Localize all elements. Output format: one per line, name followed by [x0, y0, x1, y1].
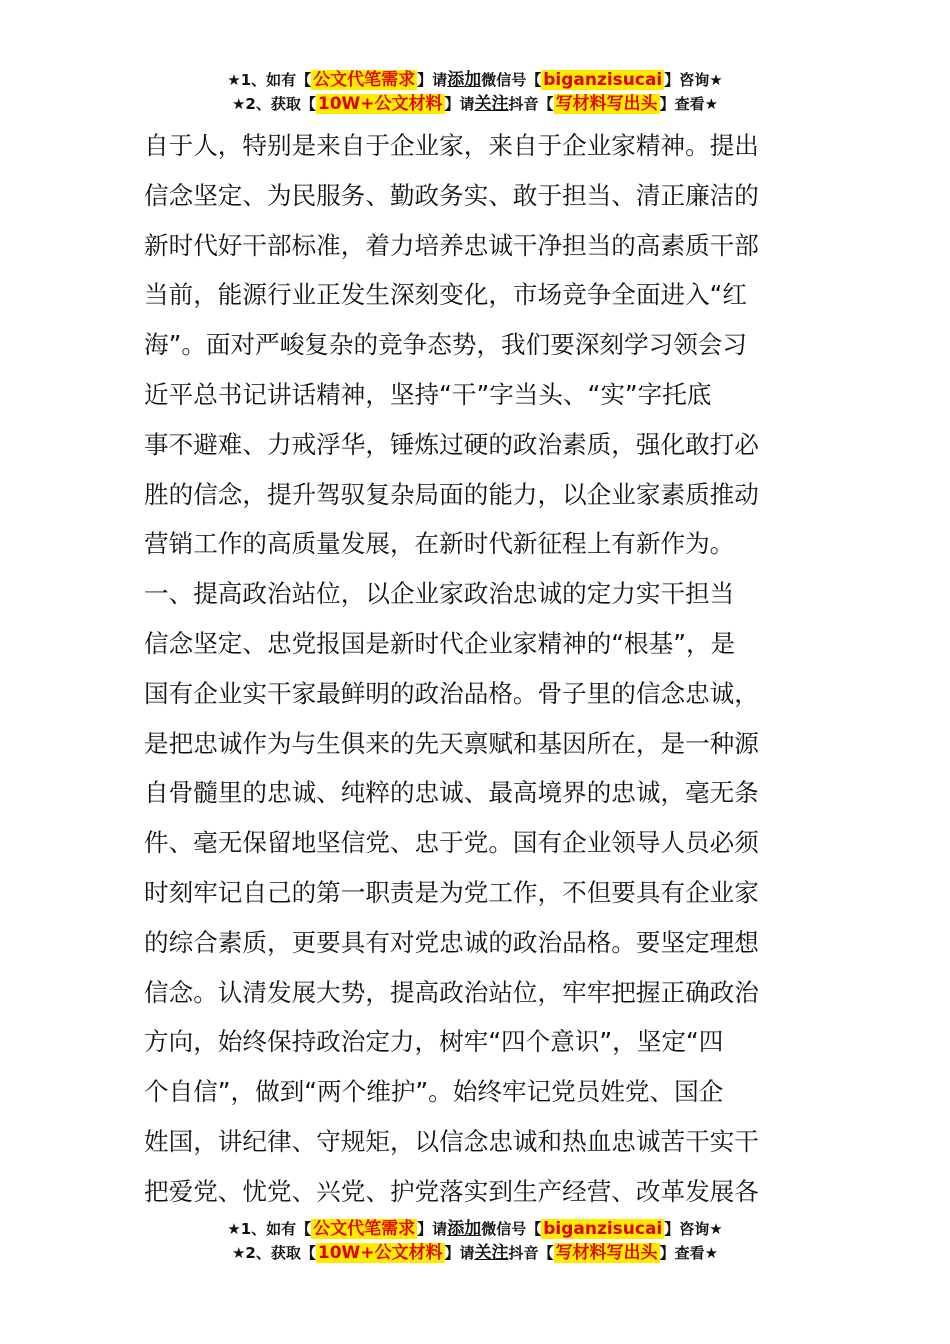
- body-line: 当前，能源行业正发生深刻变化，市场竞争全面进入“红: [144, 280, 747, 310]
- promo-text: 抖音【: [508, 95, 554, 113]
- promo-line-2: [0, 92, 950, 116]
- body-line: 的综合素质，更要具有对党忠诚的政治品格。要坚定理想: [144, 927, 759, 957]
- promo-underline: 关注: [474, 1243, 509, 1263]
- promo-banner-top: [0, 68, 950, 116]
- promo-line-1: [0, 68, 950, 92]
- body-line: 时刻牢记自己的第一职责是为党工作，不但要具有企业家: [144, 877, 759, 907]
- body-line: 新时代好干部标准，着力培养忠诚干净担当的高素质干部: [144, 230, 759, 260]
- promo-text: 】查看★: [659, 1244, 719, 1262]
- promo-highlight: 10W+公文材料: [317, 1243, 443, 1263]
- douyin-id-highlight: 写材料写出头: [555, 94, 658, 114]
- promo-highlight: 公文代笔需求: [313, 1219, 416, 1239]
- body-line: 把爱党、忧党、兴党、护党落实到生产经营、改革发展各: [144, 1176, 759, 1206]
- promo-text: 】咨询★: [664, 1220, 723, 1238]
- promo-line-2: [0, 1241, 950, 1265]
- body-line: 海”。面对严峻复杂的竞争态势，我们要深刻学习领会习: [144, 330, 747, 360]
- promo-line-1: [0, 1217, 950, 1241]
- body-line: 营销工作的高质量发展，在新时代新征程上有新作为。: [144, 529, 735, 559]
- body-line: 信念。认清发展大势，提高政治站位，牢牢把握正确政治: [144, 977, 759, 1007]
- body-line: 件、毫无保留地坚信党、忠于党。国有企业领导人员必须: [144, 828, 759, 858]
- promo-underline: 添加: [447, 1219, 482, 1239]
- body-line: 信念坚定、为民服务、勤政务实、敢于担当、清正廉洁的: [144, 180, 759, 210]
- promo-highlight: 10W+公文材料: [317, 94, 443, 114]
- promo-text: 】请: [444, 1244, 475, 1262]
- promo-text: 抖音【: [508, 1244, 554, 1262]
- promo-text: 】咨询★: [664, 71, 723, 89]
- body-line: 事不避难、力戒浮华，锤炼过硬的政治素质，强化敢打必: [144, 429, 759, 459]
- promo-text: 】请: [417, 1220, 448, 1238]
- douyin-id-highlight: 写材料写出头: [555, 1243, 658, 1263]
- promo-text: ★1、如有【: [227, 1220, 312, 1238]
- promo-text: ★2、获取【: [231, 1244, 316, 1262]
- promo-banner-bottom: [0, 1217, 950, 1265]
- promo-text: 微信号【: [481, 1220, 542, 1238]
- body-line: 是把忠诚作为与生俱来的先天禀赋和基因所在，是一种源: [144, 728, 759, 758]
- body-line: 自于人，特别是来自于企业家，来自于企业家精神。提出: [144, 131, 759, 160]
- promo-text: ★2、获取【: [231, 95, 316, 113]
- promo-text: ★1、如有【: [227, 71, 312, 89]
- document-body: [144, 121, 814, 1217]
- body-line: 一、提高政治站位，以企业家政治忠诚的定力实干担当: [144, 579, 735, 609]
- promo-text: 微信号【: [481, 71, 542, 89]
- wechat-id-highlight: biganzisucai: [543, 1219, 663, 1239]
- promo-underline: 添加: [447, 70, 482, 90]
- wechat-id-highlight: biganzisucai: [543, 70, 663, 90]
- promo-underline: 关注: [474, 94, 509, 114]
- body-line: 胜的信念，提升驾驭复杂局面的能力，以企业家素质推动: [144, 479, 759, 509]
- body-line: 姓国，讲纪律、守规矩，以信念忠诚和热血忠诚苦干实干: [144, 1126, 759, 1156]
- body-line: 方向，始终保持政治定力，树牢“四个意识”，坚定“四: [144, 1027, 724, 1057]
- body-line: 自骨髓里的忠诚、纯粹的忠诚、最高境界的忠诚，毫无条: [144, 778, 759, 808]
- promo-text: 】查看★: [659, 95, 719, 113]
- promo-text: 】请: [417, 71, 448, 89]
- body-line: 近平总书记讲话精神，坚持“干”字当头、“实”字托底: [144, 379, 712, 409]
- body-line: 信念坚定、忠党报国是新时代企业家精神的“根基”，是: [144, 628, 736, 658]
- promo-highlight: 公文代笔需求: [313, 70, 416, 90]
- body-line: 个自信”，做到“两个维护”。始终牢记党员姓党、国企: [144, 1077, 724, 1107]
- body-line: 国有企业实干家最鲜明的政治品格。骨子里的信念忠诚，: [144, 678, 759, 708]
- promo-text: 】请: [444, 95, 475, 113]
